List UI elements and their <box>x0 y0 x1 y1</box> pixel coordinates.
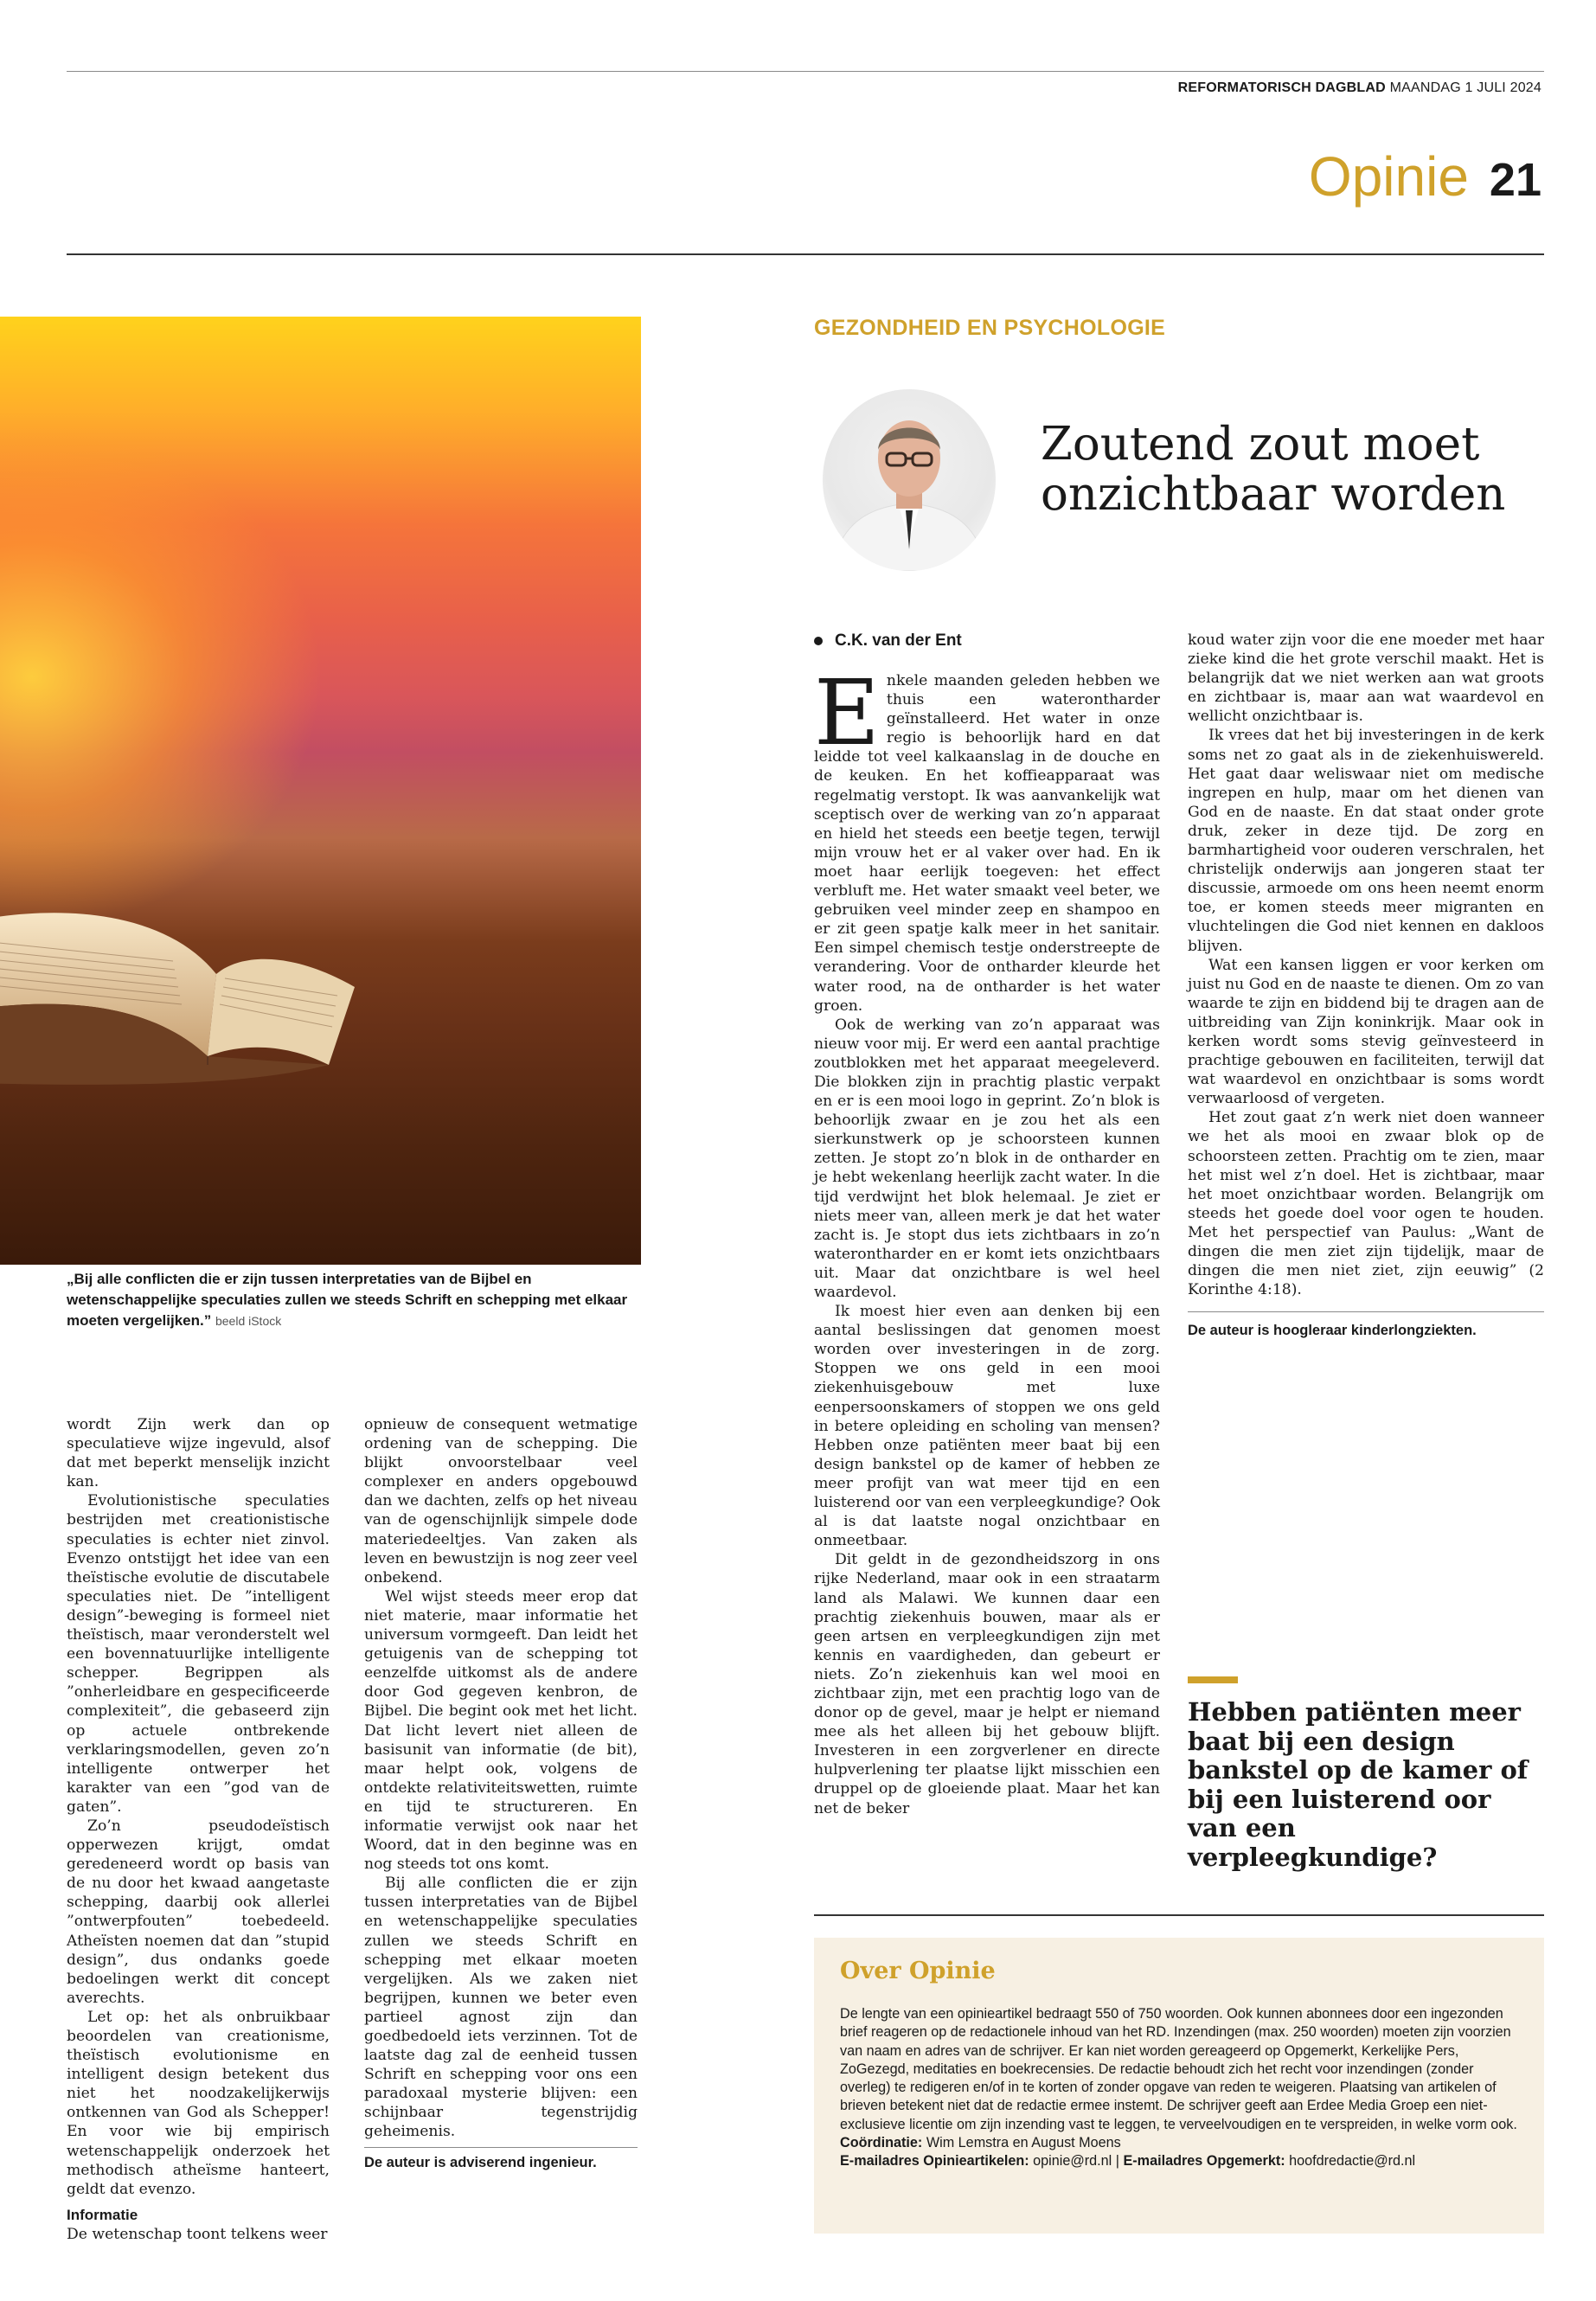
bullet-icon <box>814 637 823 645</box>
info-box-title: Over Opinie <box>840 1958 996 1984</box>
author-portrait <box>823 389 996 571</box>
separator: | <box>1115 2153 1119 2170</box>
masthead <box>1178 80 1542 96</box>
article-kicker: GEZONDHEID EN PSYCHOLOGIE <box>814 316 1166 340</box>
paragraph: Het zout gaat z’n werk niet doen wanneer we het als mooi en zwaar blok op de schoorsteen zetten. Prachtig om te zien, maar het mist wel z’n doel. Het is zichtbaar, maar het moet onzichtbaar worden. Belangrijk om steeds het goede doel voor ogen te houden. Met het perspectief van Paulus: „Want de dingen die men ziet zijn tijdelijk, maar de dingen die men niet ziet, zijn eeuwig” (2 Korinthe 4:18). <box>1188 1109 1544 1299</box>
email-opgemerkt-link[interactable]: hoofdredactie@rd.nl <box>1289 2153 1416 2170</box>
email-line <box>840 2152 1523 2170</box>
paragraph: Bij alle conflicten die er zijn tussen interpretaties van de Bijbel en wetenschappelijke speculaties zullen we steeds Schrift en schepping met elkaar moeten vergelijken. Als we zaken niet begrijpen, kunnen we beter even partieel agnost zijn dan goedbedoeld iets verzinnen. Tot de laatste dag zal de eenheid tussen Schrift en schepping voor ons een paradoxaal mysterie blijven: een schijnbaar tegenstrijdig geheimenis. <box>364 1875 638 2141</box>
pull-quote: Hebben patiënten meer baat bij een design bankstel op de kamer of bij een luisterend oor van een verpleegkundige? <box>1188 1697 1529 1872</box>
author-note: De auteur is adviserend ingenieur. <box>364 2154 597 2170</box>
info-box-text <box>840 2005 1523 2171</box>
page-number: 21 <box>1489 154 1542 206</box>
photo-caption <box>67 1269 638 1330</box>
paragraph: Zo’n pseudodeïstisch opperwezen krijgt, omdat geredeneerd wordt op basis van de nu door het kwaad aangetaste schepping, daarbij ook allerlei ”ontwerpfouten” toebedeeld. Atheïsten noemen dat dan ”stupid design”, dus ondanks goede bedoelingen werkt dit concept averechts. <box>67 1817 330 2007</box>
right-article-col-1 <box>814 660 1160 1818</box>
quote-accent-bar <box>1188 1676 1238 1683</box>
coordination-label: Coördinatie: <box>840 2135 923 2151</box>
paragraph: Ik moest hier even aan denken bij een aantal beslissingen dat genomen moest worden over investeringen in de zorg. Stoppen we ons geld in een mooi ziekenhuisgebouw met luxe eenpersoonskamers of stoppen we ons geld in betere opleiding en scholing van mensen? Hebben onze patiënten meer baat bij een design bankstel op de kamer of hebben ze meer profijt van wat meer tijd en een luisterend oor van een verpleegkundige? Ook al is dat laatste nogal onzichtbaar en onmeetbaar. <box>814 1303 1160 1550</box>
section-name: Opinie <box>1308 145 1469 208</box>
section-header <box>1309 144 1542 208</box>
article-headline: Zoutend zout moet onzichtbaar worden <box>1041 418 1506 521</box>
author-rule <box>364 2147 638 2148</box>
info-box-body: De lengte van een opinieartikel bedraagt 550 of 750 woorden. Ook kunnen abonnees door een ingezonden brief reageren op de redactionele inhoud van het RD. Inzendingen (max. 250 woorden) moeten zijn voorzien van naam en adres van de schrijver. Er kan niet worden gereageerd op Opgemerkt, Kerkelijke Pers, ZoGezegd, meditaties en boekrecensies. De redactie behoudt zich het recht voor inzendingen (zonder overleg) te redigeren en/of in te korten of zonder opgave van reden te weigeren. Plaatsing van artikelen of brieven betekent niet dat de redactie ermee instemt. De schrijver geeft aan Erdee Media Groep een niet-exclusieve licentie om zijn inzending vast te leggen, te verveelvoudigen en te verspreiden, in welke vorm ook. <box>840 2006 1517 2132</box>
open-bible-illustration <box>0 849 467 1108</box>
paragraph: koud water zijn voor die ene moeder met haar zieke kind die het grote verschil maakt. Het is belangrijk dat we niet werken aan wat groots en zichtbaar is, maar aan wat waardevol en wellicht onzichtbaar is. <box>1188 631 1544 726</box>
author-name: C.K. van der Ent <box>835 631 962 650</box>
caption-text: „Bij alle conflicten die er zijn tussen interpretaties van de Bijbel en wetenschappelijke speculaties zullen we steeds Schrift en schepping met elkaar moeten vergelijken.” <box>67 1271 628 1329</box>
subheading: Informatie <box>67 2206 138 2223</box>
author-rule <box>1188 1311 1544 1312</box>
left-article-col-1 <box>67 1415 330 2244</box>
paragraph: opnieuw de consequent wetmatige ordening van de schepping. Die blijkt onvoorstelbaar veel complexer en anders opgebouwd dan we dachten, zelfs op het niveau van de ogenschijnlijk simpele dode materiedeeltjes. Van zaken als leven en bewustzijn is nog zeer veel onbekend. <box>364 1416 638 1586</box>
email-opinion-label: E-mailadres Opinieartikelen: <box>840 2153 1029 2170</box>
paragraph: Let op: het als onbruikbaar beoordelen van creationisme, theïstisch evolutionisme en intelligent design betekent dus niet het noodzakelijkerwijs ontkennen van God als Schepper! En voor wie bij empirisch wetenschappelijk onderzoek het methodisch atheïsme hanteert, geldt dat evenzo. <box>67 2008 330 2198</box>
paragraph: Evolutionistische speculaties bestrijden met creationistische speculaties is echter niet zinvol. Evenzo ontstijgt het idee van een theïstische evolutie de discutabele speculaties niet. De ”intelligent design”-beweging is formeel niet theïstisch, maar veronderstelt wel een bovennatuurlijke intelligente schepper. Begrippen als ”onherleidbare en gespecificeerde complexiteit”, die gebaseerd zijn op actuele ontbrekende verklaringsmodellen, geven zo’n intelligente ontwerper het karakter van een ”god van de gaten”. <box>67 1492 330 1816</box>
email-opgemerkt-label: E-mailadres Opgemerkt: <box>1123 2153 1285 2170</box>
paragraph: Dit geldt in de gezondheidszorg in ons rijke Nederland, maar ook in een straatarm land als Malawi. We kunnen daar een prachtig ziekenhuis bouwen, maar als er geen artsen en verpleegkundigen zijn met kennis en vaardigheden, dan gebeurt er niets. Zo’n ziekenhuis kan wel mooi en zichtbaar zijn, met een prachtig logo van de donor op de gevel, maar je helpt er niemand mee als het alleen bij het gebouw blijft. Investeren in een zorgverlener en directe hulpverlening ter plaatse lijkt misschien een druppel op de gloeiende plaat. Maar het kan net de beker <box>814 1551 1160 1817</box>
paragraph: Wel wijst steeds meer erop dat niet materie, maar informatie het universum vormgeeft. Dan leidt het getuigenis van de schepping tot eenzelfde uitkomst als de andere door God gegeven kenbron, de Bijbel. Die begint ook met het licht. Dat licht levert niet alleen de basisunit van informatie (de bit), maar helpt ook, volgens de ontdekte relativiteitswetten, ruimte en tijd te structureren. En informatie verwijst ook naar het Woord, dat in den beginne was en nog steeds tot ons komt. <box>364 1587 638 1874</box>
coordination-value: Wim Lemstra en August Moens <box>926 2135 1121 2151</box>
article-photo <box>0 317 641 1265</box>
email-opinion-link[interactable]: opinie@rd.nl <box>1033 2153 1112 2170</box>
paragraph: Wat een kansen liggen er voor kerken om juist nu God en de naaste te dienen. Om zo van waarde te zijn en biddend bij te dragen aan de uitbreiding van Zijn koninkrijk. Maar ook in kerken wordt soms stevig geïnvesteerd in prachtige gebouwen en faciliteiten, terwijl dat wat waardevol en onzichtbaar is soms wordt verwaarloosd of vergeten. <box>1188 956 1544 1108</box>
paper-name: REFORMATORISCH DAGBLAD <box>1177 80 1386 95</box>
left-article-col-2 <box>364 1415 638 2172</box>
paragraph: De wetenschap toont telkens weer <box>67 2225 328 2243</box>
paragraph: Ik vrees dat het bij investeringen in de kerk soms net zo gaat als in de ziekenhuiswereld. Het gaat daar weliswaar niet om medische ingrepen en hulp, maar om het dienen van God en de naaste. En dat staat onder grote druk, zeker in deze tijd. De zorg en barmhartigheid voor ouderen verschralen, het christelijk onderwijs aan jongeren staat ter discussie, armoede om ons heen neemt enorm toe, er komen steeds meer migranten en vluchtelingen die God niet kennen en dakloos blijven. <box>1188 727 1544 955</box>
header-rule <box>67 253 1544 255</box>
byline <box>814 631 962 651</box>
coordination-line <box>840 2134 1523 2152</box>
top-rule <box>67 71 1544 72</box>
lead-paragraph <box>814 660 1160 1016</box>
photo-credit: beeld iStock <box>215 1313 282 1328</box>
drop-cap: E <box>814 660 880 766</box>
lead-text: nkele maanden geleden hebben we thuis een waterontharder geïnstalleerd. Het water in onze regio is behoorlijk hard en dat leidde tot veel kalkaanslag in de douche en de keuken. En het koffieapparaat was regelmatig verstopt. Ik was aanvankelijk wat sceptisch over de werking van zo’n apparaat en hield het steeds een beetje tegen, terwijl mijn vrouw het er al vaker over had. En ik moet haar eerlijk toegeven: het effect verbluft me. Het water smaakt veel beter, we gebruiken veel minder zeep en shampoo en er zit geen spatje kalk meer in het sanitair. Een simpel chemisch testje onderstreepte de verandering. Voor de ontharder kleurde het water rood, na de ontharder is het water groen. <box>814 672 1160 1015</box>
paragraph: Ook de werking van zo’n apparaat was nieuw voor mij. Er werd een aantal prachtige zoutblokken met het apparaat meegeleverd. Die blokken zijn in prachtig plastic verpakt en er is een mooi logo in geprint. Zo’n blok is behoorlijk zwaar en je zou het als een sierkunstwerk op je schoorsteen kunnen zetten. Je stopt zo’n blok in de ontharder en je hebt wekenlang heerlijk zacht water. In die tijd verdwijnt het blok helemaal. Je ziet er niets meer van, alleen merk je dat het water zacht is. Je stopt dus iets zichtbaars in zo’n waterontharder en er komt iets onzichtbaars uit. Maar dat onzichtbare is wel heel waardevol. <box>814 1016 1160 1301</box>
author-photo-illustration <box>823 389 996 571</box>
issue-date: MAANDAG 1 JULI 2024 <box>1389 80 1542 95</box>
right-article-col-2 <box>1188 631 1544 1340</box>
author-note: De auteur is hoogleraar kinderlongziekten. <box>1188 1323 1477 1339</box>
box-top-rule <box>814 1914 1544 1916</box>
paragraph: wordt Zijn werk dan op speculatieve wijze ingevuld, alsof dat met beperkt menselijk inzicht kan. <box>67 1416 330 1491</box>
